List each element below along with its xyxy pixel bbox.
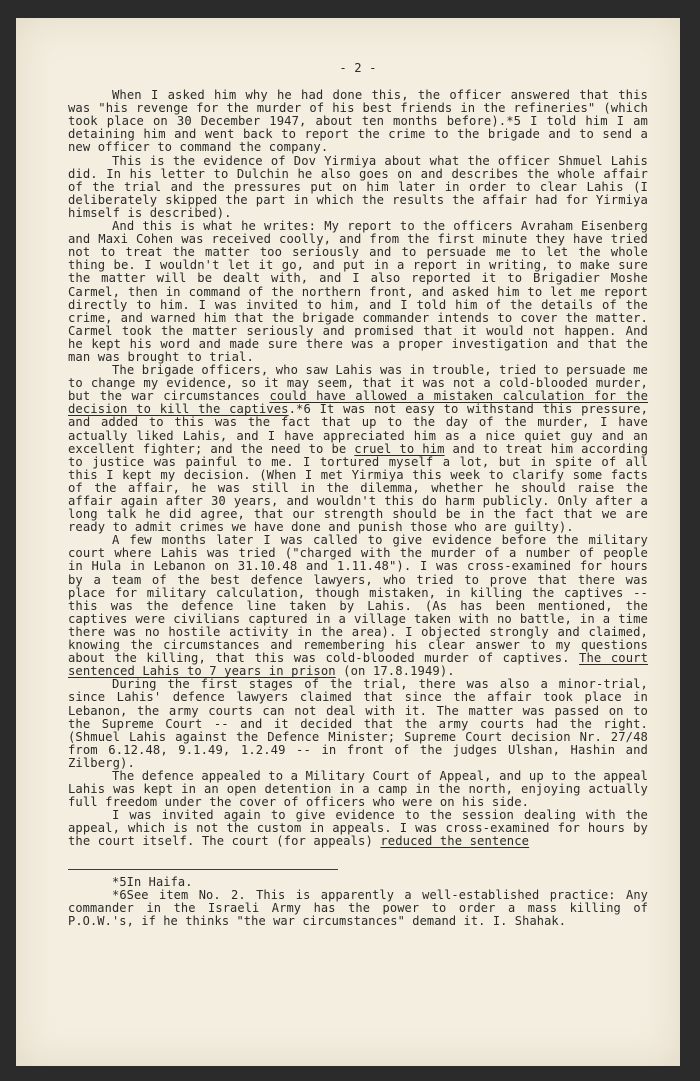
- text-segment: and to treat him according to justice was painful to me. I tortured myself a lot, but in spite of all this I kept my decision. (When I met Yirmiya this week to clarify some facts of the affair, he was still in the dilemma, whether he should raise the affair again after 30 years, and wouldn't this do harm publicly. Only after a long talk he did agree, that our strength should be in the fact that we are ready to admit crimes we have done and punish those who are guilty).: [68, 441, 649, 535]
- typed-page: [16, 18, 680, 1066]
- text-segment: I was invited again to give evidence to the session dealing with the appeal, which is not the custom in appeals. I was cross-examined for hours by the court itself. The court (for appeals): [68, 808, 648, 849]
- paragraph: [68, 364, 648, 534]
- underlined-text: The court sentenced Lahis to 7 years in prison: [68, 651, 649, 679]
- text-segment: The brigade officers, who saw Lahis was in trouble, tried to persuade me to change my evidence, so it may seem, that it was not a cold-blooded murder, but the war circumstances: [68, 363, 648, 404]
- paragraphs: [68, 89, 648, 848]
- underlined-text: could have allowed a mistaken calculation for the decision to kill the captives: [68, 389, 649, 417]
- text-segment: The defence appealed to a Military Court of Appeal, and up to the appeal Lahis was kept in an open detention in a camp in the north, enjoying actually full freedom under the cover of officers who were on his side.: [68, 768, 648, 810]
- text-segment: A few months later I was called to give evidence before the military court where Lahis was tried ("charged with the murder of a number of people in Hula in Lebanon on 31.10.48 and 1.11.48"). I was cross-examined for hours by a team of the best defence lawyers, who tried to prove that there was place for military calculation, though mistaken, in killing the captives -- this was the defence line taken by Lahis. (As has been mentioned, the captives were civilians captured in a village taken with no battle, in a time there was no hostile activity in the area). I objected strongly and claimed, knowing the circumstances and remembering his clear answer to my questions about the killing, that this was cold-blooded murder of captives.: [68, 533, 648, 666]
- text-segment: When I asked him why he had done this, the officer answered that this was "his revenge for the murder of his best friends in the refineries" (which took place on 30 December 1947, about ten months before).*5 I told him I am detaining him and went back to report the crime to the brigade and to send a new officer to command the company.: [68, 88, 648, 155]
- page-number: - 2 -: [339, 61, 377, 75]
- text-segment: And this is what he writes: My report to the officers Avraham Eisenberg and Maxi Cohen was received coolly, and from the first minute they have tried not to treat the matter too seriously and to persuade me to let the whole thing be. I wouldn't let it go, and put in a report in writing, to make sure the matter will be dealt with, and I also reported it to Brigadier Moshe Carmel, then in command of the northern front, and asked him to let me report directly to him. I was invited to him, and I told him of the details of the crime, and warned him that the brigade commander intends to cover the matter. Carmel took the matter seriously and promised that it would not happen. And he kept his word and made sure there was a proper investigation and that the man was brought to trial.: [68, 219, 648, 364]
- paragraph: [68, 220, 648, 364]
- footnote: *6See item No. 2. This is apparently a well-established practice: Any commander in the Israeli Army has the power to order a mass killing of P.O.W.'s, if he thinks "the war circumstances" demand it. I. Shahak.: [68, 887, 648, 928]
- underlined-text: reduced the sentence: [380, 834, 530, 849]
- paragraph: [68, 809, 648, 848]
- paragraph: [68, 155, 648, 220]
- paragraph: [68, 89, 648, 154]
- footnote: *5In Haifa.: [112, 874, 193, 889]
- paragraph: [68, 678, 648, 770]
- text-segment: This is the evidence of Dov Yirmiya about what the officer Shmuel Lahis did. In his letter to Dulchin he also goes on and describes the whole affair of the trial and the pressures put on him later in order to clear Lahis (I deliberately skipped the part in which the results the affair had for Yirmiya himself is described).: [68, 153, 648, 220]
- text-segment: (on 17.8.1949).: [335, 664, 455, 679]
- footnotes: [68, 876, 648, 928]
- underlined-text: cruel to him: [354, 441, 445, 456]
- text-segment: During the first stages of the trial, there was also a minor-trial, since Lahis' defence lawyers claimed that since the affair took place in Lebanon, the army courts can not deal with it. The matter was passed on to the Supreme Court -- and it decided that the army courts had the right. (Shmuel Lahis against the Defence Minister; Supreme Court decision Nr. 27/48 from 6.12.48, 9.1.49, 1.2.49 -- in front of the judges Ulshan, Hashin and Zilberg).: [68, 677, 648, 770]
- paragraph: [68, 770, 648, 809]
- paragraph: [68, 534, 648, 678]
- text-segment: .*6 It was not easy to withstand this pressure, and added to this was the fact that up to the day of the murder, I have actually liked Lahis, and I have appreciated him as a nice quiet guy and an excellent fighter; and the need to be: [68, 402, 649, 456]
- document-body: [68, 62, 648, 928]
- footnote-rule: [68, 869, 338, 870]
